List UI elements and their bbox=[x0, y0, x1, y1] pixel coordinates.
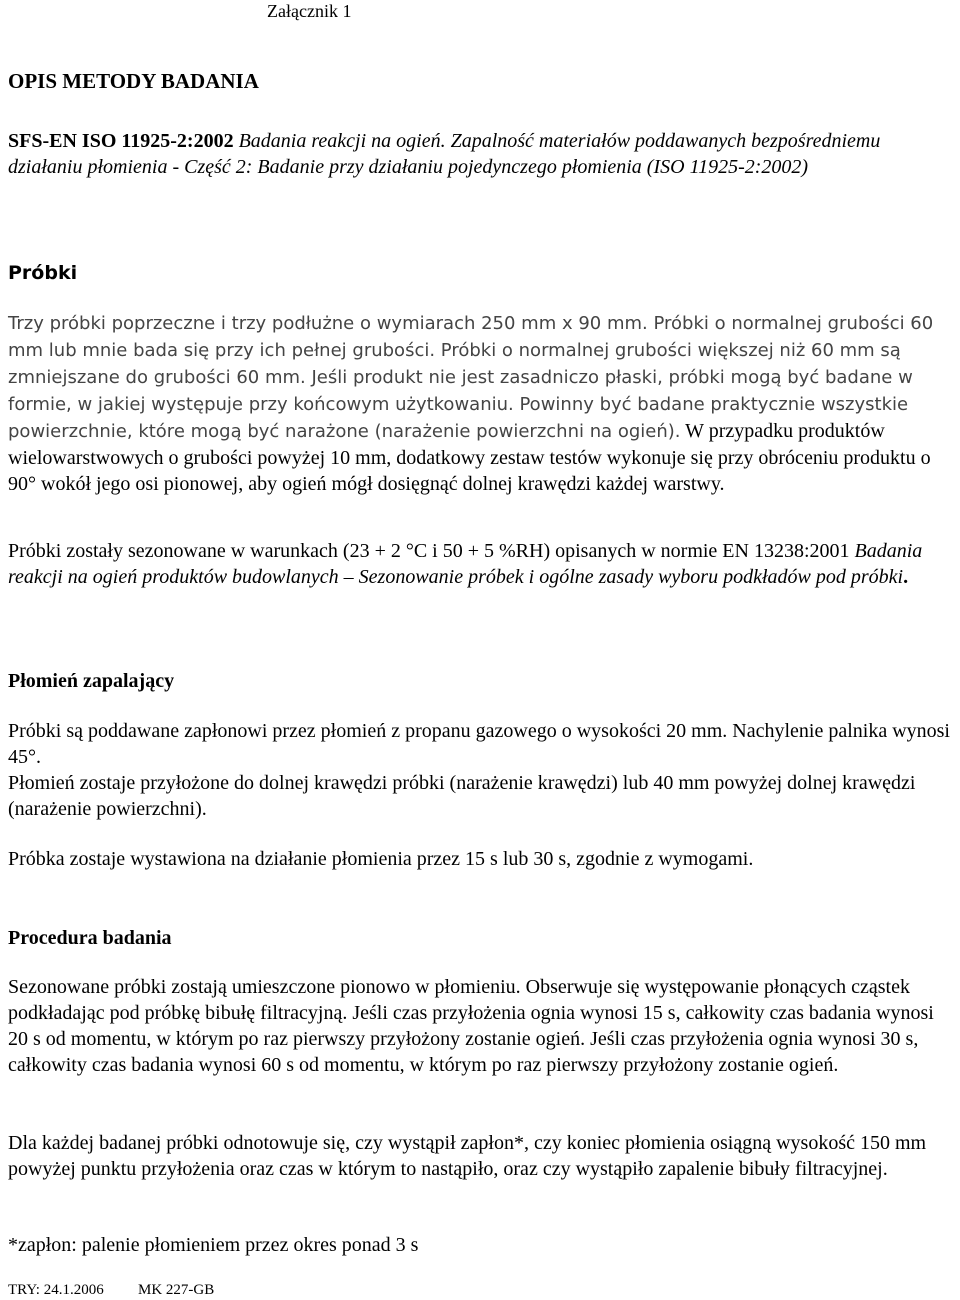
flame-paragraph-3: Próbka zostaje wystawiona na działanie płomienia przez 15 s lub 30 s, zgodnie z wymogami. bbox=[8, 848, 754, 870]
samples-text-a: Trzy próbki poprzeczne i trzy podłużne o wymiarach 250 mm x 90 mm. Próbki o normalnej grubości 60 mm lub mnie bada się przy ich pełnej grubości. Próbki o normalnej grubości większej niż 60 mm są zmniejszane do grubości 60 mm. Jeśli produkt nie jest zasadniczo płaski, próbki mogą być badane w formie, w jakiej występuje przy końcowym użytkowaniu. Powinny być badane praktycznie wszystkie powierzchnie, które mogą być narażone (narażenie powierzchni na ogień). bbox=[8, 313, 934, 442]
flame-paragraph-1: Próbki są poddawane zapłonowi przez płomień z propanu gazowego o wysokości 20 mm. Nachylenie palnika wynosi 45°. bbox=[8, 720, 950, 768]
procedure-paragraph-2: Dla każdej badanej próbki odnotowuje się, czy wystąpił zapłon*, czy koniec płomienia osiągną wysokość 150 mm powyżej punktu przyłożenia oraz czas w którym to nastąpiło, oraz czy wystąpiło zapalenie bibuły filtracyjnej. bbox=[8, 1132, 927, 1180]
standard-code: SFS-EN ISO 11925-2:2002 bbox=[8, 130, 234, 152]
attachment-label: Załącznik 1 bbox=[267, 1, 352, 21]
standard-reference bbox=[8, 128, 956, 180]
procedure-paragraph-1: Sezonowane próbki zostają umieszczone pionowo w płomieniu. Obserwuje się występowanie płonących cząstek podkładając pod próbkę bibułę filtracyjną. Jeśli czas przyłożenia ognia wynosi 15 s, całkowity czas badania wynosi 20 s od momentu, w którym po raz pierwszy przyłożony zostanie ogień. Jeśli czas przyłożenia ognia wynosi 30 s, całkowity czas badania wynosi 60 s od momentu, w którym po raz pierwszy przyłożony zostanie ogień. bbox=[8, 976, 934, 1076]
conditioning-period: . bbox=[903, 566, 909, 588]
flame-paragraph-2: Płomień zostaje przyłożone do dolnej krawędzi próbki (narażenie krawędzi) lub 40 mm powyżej dolnej krawędzi (narażenie powierzchni). bbox=[8, 772, 916, 820]
conditioning-paragraph bbox=[8, 538, 956, 590]
footer-date: TRY: 24.1.2006 bbox=[8, 1282, 104, 1298]
flame-heading: Płomień zapalający bbox=[8, 670, 175, 692]
footnote: *zapłon: palenie płomieniem przez okres ponad 3 s bbox=[8, 1234, 419, 1256]
document-title: OPIS METODY BADANIA bbox=[8, 69, 259, 93]
samples-heading: Próbki bbox=[8, 262, 78, 284]
footer-code: MK 227-GB bbox=[138, 1282, 215, 1298]
procedure-heading: Procedura badania bbox=[8, 927, 172, 949]
standard-title: Badania reakcji na ogień. Zapalność materiałów poddawanych bezpośredniemu działaniu płomienia - Część 2: Badanie przy działaniu pojedynczego płomienia (ISO 11925-2:2002) bbox=[8, 130, 881, 178]
conditioning-text: Próbki zostały sezonowane w warunkach (23 + 2 °C i 50 + 5 %RH) opisanych w normie EN 13238:2001 bbox=[8, 540, 850, 562]
conditioning-standard-title: Badania reakcji na ogień produktów budowlanych – Sezonowanie próbek i ogólne zasady wyboru podkładów pod próbki bbox=[8, 540, 923, 588]
samples-text-b: W przypadku produktów wielowarstwowych o grubości powyżej 10 mm, dodatkowy zestaw testów wykonuje się przy obróceniu produktu o 90° wokół jego osi pionowej, aby ogień mógł dosięgnąć dolnej krawędzi każdej warstwy. bbox=[8, 420, 931, 495]
samples-paragraph bbox=[8, 310, 956, 497]
